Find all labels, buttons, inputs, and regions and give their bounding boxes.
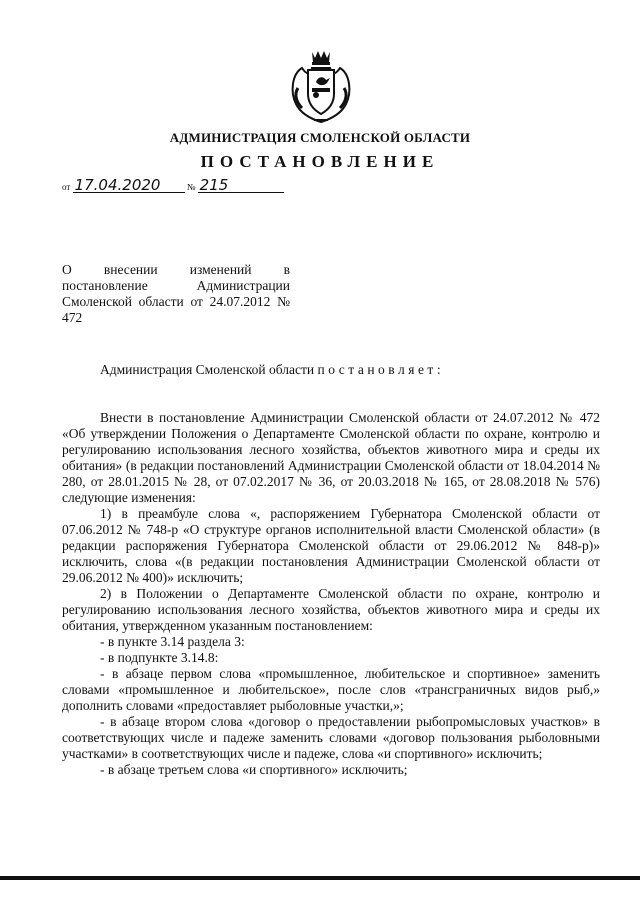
- preamble-text: Администрация Смоленской области: [100, 362, 315, 377]
- date-number-line: [62, 178, 284, 193]
- preamble: [100, 362, 444, 378]
- handwritten-date: 17.04.2020: [73, 178, 185, 193]
- body-paragraph: - в пункте 3.14 раздела 3:: [100, 634, 245, 649]
- document-type: ПОСТАНОВЛЕНИЕ: [200, 152, 440, 171]
- handwritten-number: 215: [198, 178, 284, 193]
- body-paragraph: 2) в Положении о Департаменте Смоленской области по охране, контролю и регулированию использования лесного хозяйства, объектов животного мира и среды их обитания, утвержденном указанным постановлением:: [62, 586, 600, 633]
- document-body: [62, 410, 600, 778]
- document-subject: О внесении изменений в постановление Администрации Смоленской области от 24.07.2012 № 472: [62, 262, 290, 325]
- body-paragraph: - в абзаце третьем слова «и спортивного» исключить;: [100, 762, 408, 777]
- body-paragraph: - в абзаце втором слова «договор о предоставлении рыбопромысловых участков» в соответствующих числе и падеже заменить словами «договор пользования рыболовными участками» в соответствующих числе и падеже, слова «и спортивного» исключить;: [62, 714, 600, 761]
- date-prefix: от: [62, 182, 71, 192]
- scan-border-line: [0, 876, 640, 880]
- coat-of-arms-emblem: [286, 48, 356, 128]
- body-paragraph: 1) в преамбуле слова «, распоряжением Губернатора Смоленской области от 07.06.2012 № 748-р «О структуре органов исполнительной власти Смоленской области» (в редакции распоряжения Губернатора Смоленской области от 29.06.2012 № 848-р)» исключить, слова «(в редакции постановления Администрации Смоленской области от 29.06.2012 № 400)» исключить;: [62, 506, 600, 585]
- preamble-verb: постановляет:: [317, 362, 445, 377]
- organization-name: АДМИНИСТРАЦИЯ СМОЛЕНСКОЙ ОБЛАСТИ: [169, 130, 471, 145]
- body-paragraph: - в абзаце первом слова «промышленное, любительское и спортивное» заменить словами «промышленное и любительское», после слов «трансграничных видов рыб,» дополнить словами «предоставляет рыболовные участки,»;: [62, 666, 600, 713]
- body-paragraph: Внести в постановление Администрации Смоленской области от 24.07.2012 № 472 «Об утверждении Положения о Департаменте Смоленской области по охране, контролю и регулированию использования лесного хозяйства, объектов животного мира и среды их обитания» (в редакции постановлений Администрации Смоленской области от 18.04.2014 № 280, от 28.01.2015 № 28, от 07.02.2017 № 36, от 20.03.2018 № 165, от 28.08.2018 № 576) следующие изменения:: [62, 410, 600, 505]
- number-prefix: №: [186, 182, 196, 192]
- body-paragraph: - в подпункте 3.14.8:: [100, 650, 219, 665]
